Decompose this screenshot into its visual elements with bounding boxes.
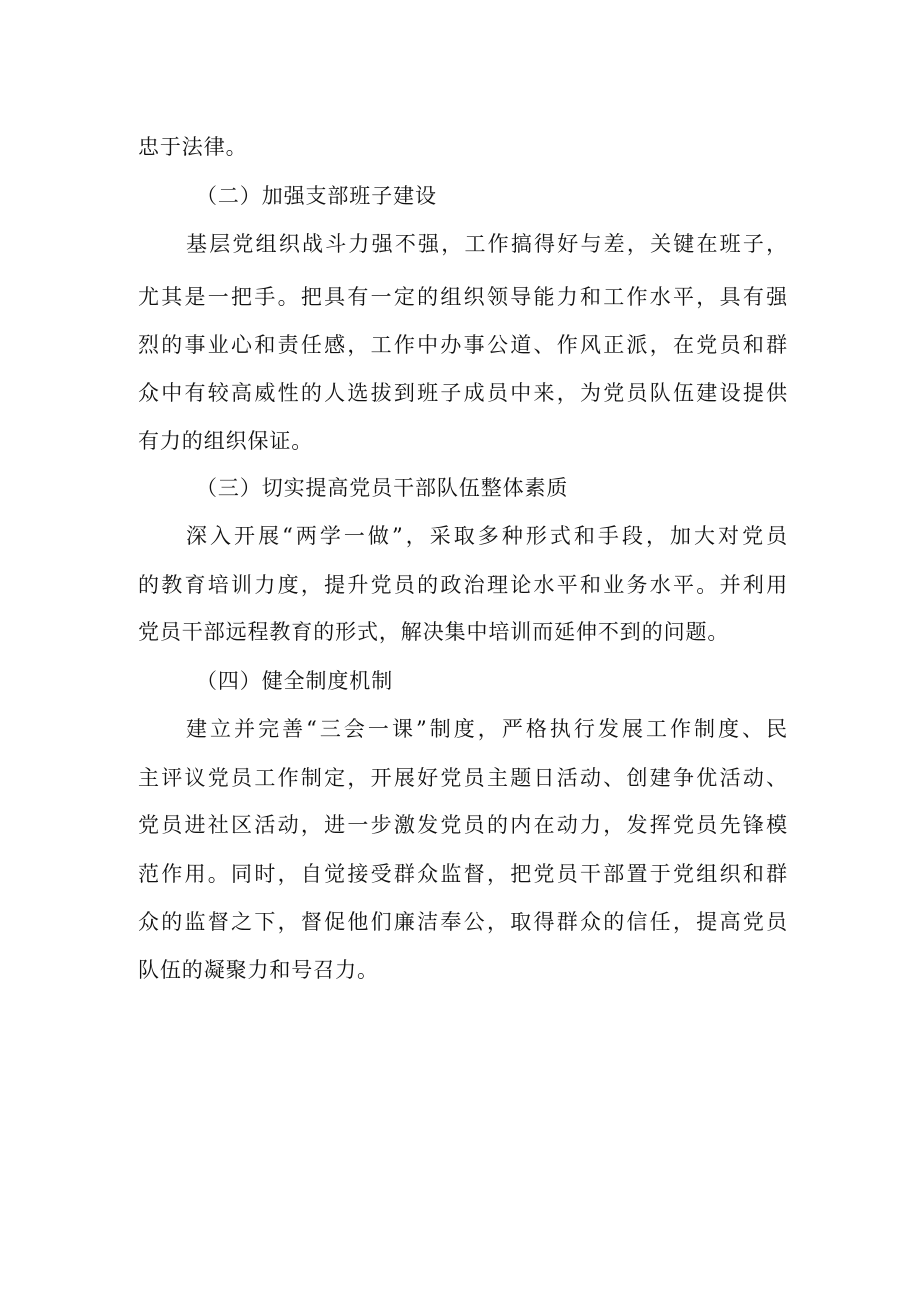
section-heading-4: （四）健全制度机制 (196, 669, 394, 693)
paragraph-line: 深入开展“两学一做”，采取多种形式和手段，加大对党员 (186, 524, 788, 548)
paragraph-line: 忠于法律。 (138, 135, 248, 159)
paragraph-line: 队伍的凝聚力和号召力。 (138, 958, 379, 982)
paragraph-line: 基层党组织战斗力强不强，工作搞得好与差，关键在班子， (186, 232, 788, 256)
paragraph-line: 众中有较高威性的人选拔到班子成员中来，为党员队伍建设提供 (138, 381, 788, 405)
paragraph-line: 众的监督之下，督促他们廉洁奉公，取得群众的信任，提高党员 (138, 910, 788, 934)
paragraph-line: 范作用。同时，自觉接受群众监督，把党员干部置于党组织和群 (138, 862, 788, 886)
section-heading-2: （二）加强支部班子建设 (196, 184, 437, 208)
paragraph-line: 党员干部远程教育的形式，解决集中培训而延伸不到的问题。 (138, 620, 730, 644)
paragraph-line: 的教育培训力度，提升党员的政治理论水平和业务水平。并利用 (138, 573, 788, 597)
section-heading-3: （三）切实提高党员干部队伍整体素质 (196, 476, 569, 500)
paragraph-line: 有力的组织保证。 (138, 429, 314, 453)
paragraph-line: 建立并完善“三会一课”制度，严格执行发展工作制度、民 (186, 717, 788, 741)
paragraph-line: 尤其是一把手。把具有一定的组织领导能力和工作水平，具有强 (138, 285, 788, 309)
paragraph-line: 党员进社区活动，进一步激发党员的内在动力，发挥党员先锋模 (138, 813, 788, 837)
paragraph-line: 主评议党员工作制定，开展好党员主题日活动、创建争优活动、 (138, 766, 788, 790)
paragraph-line: 烈的事业心和责任感，工作中办事公道、作风正派，在党员和群 (138, 333, 788, 357)
